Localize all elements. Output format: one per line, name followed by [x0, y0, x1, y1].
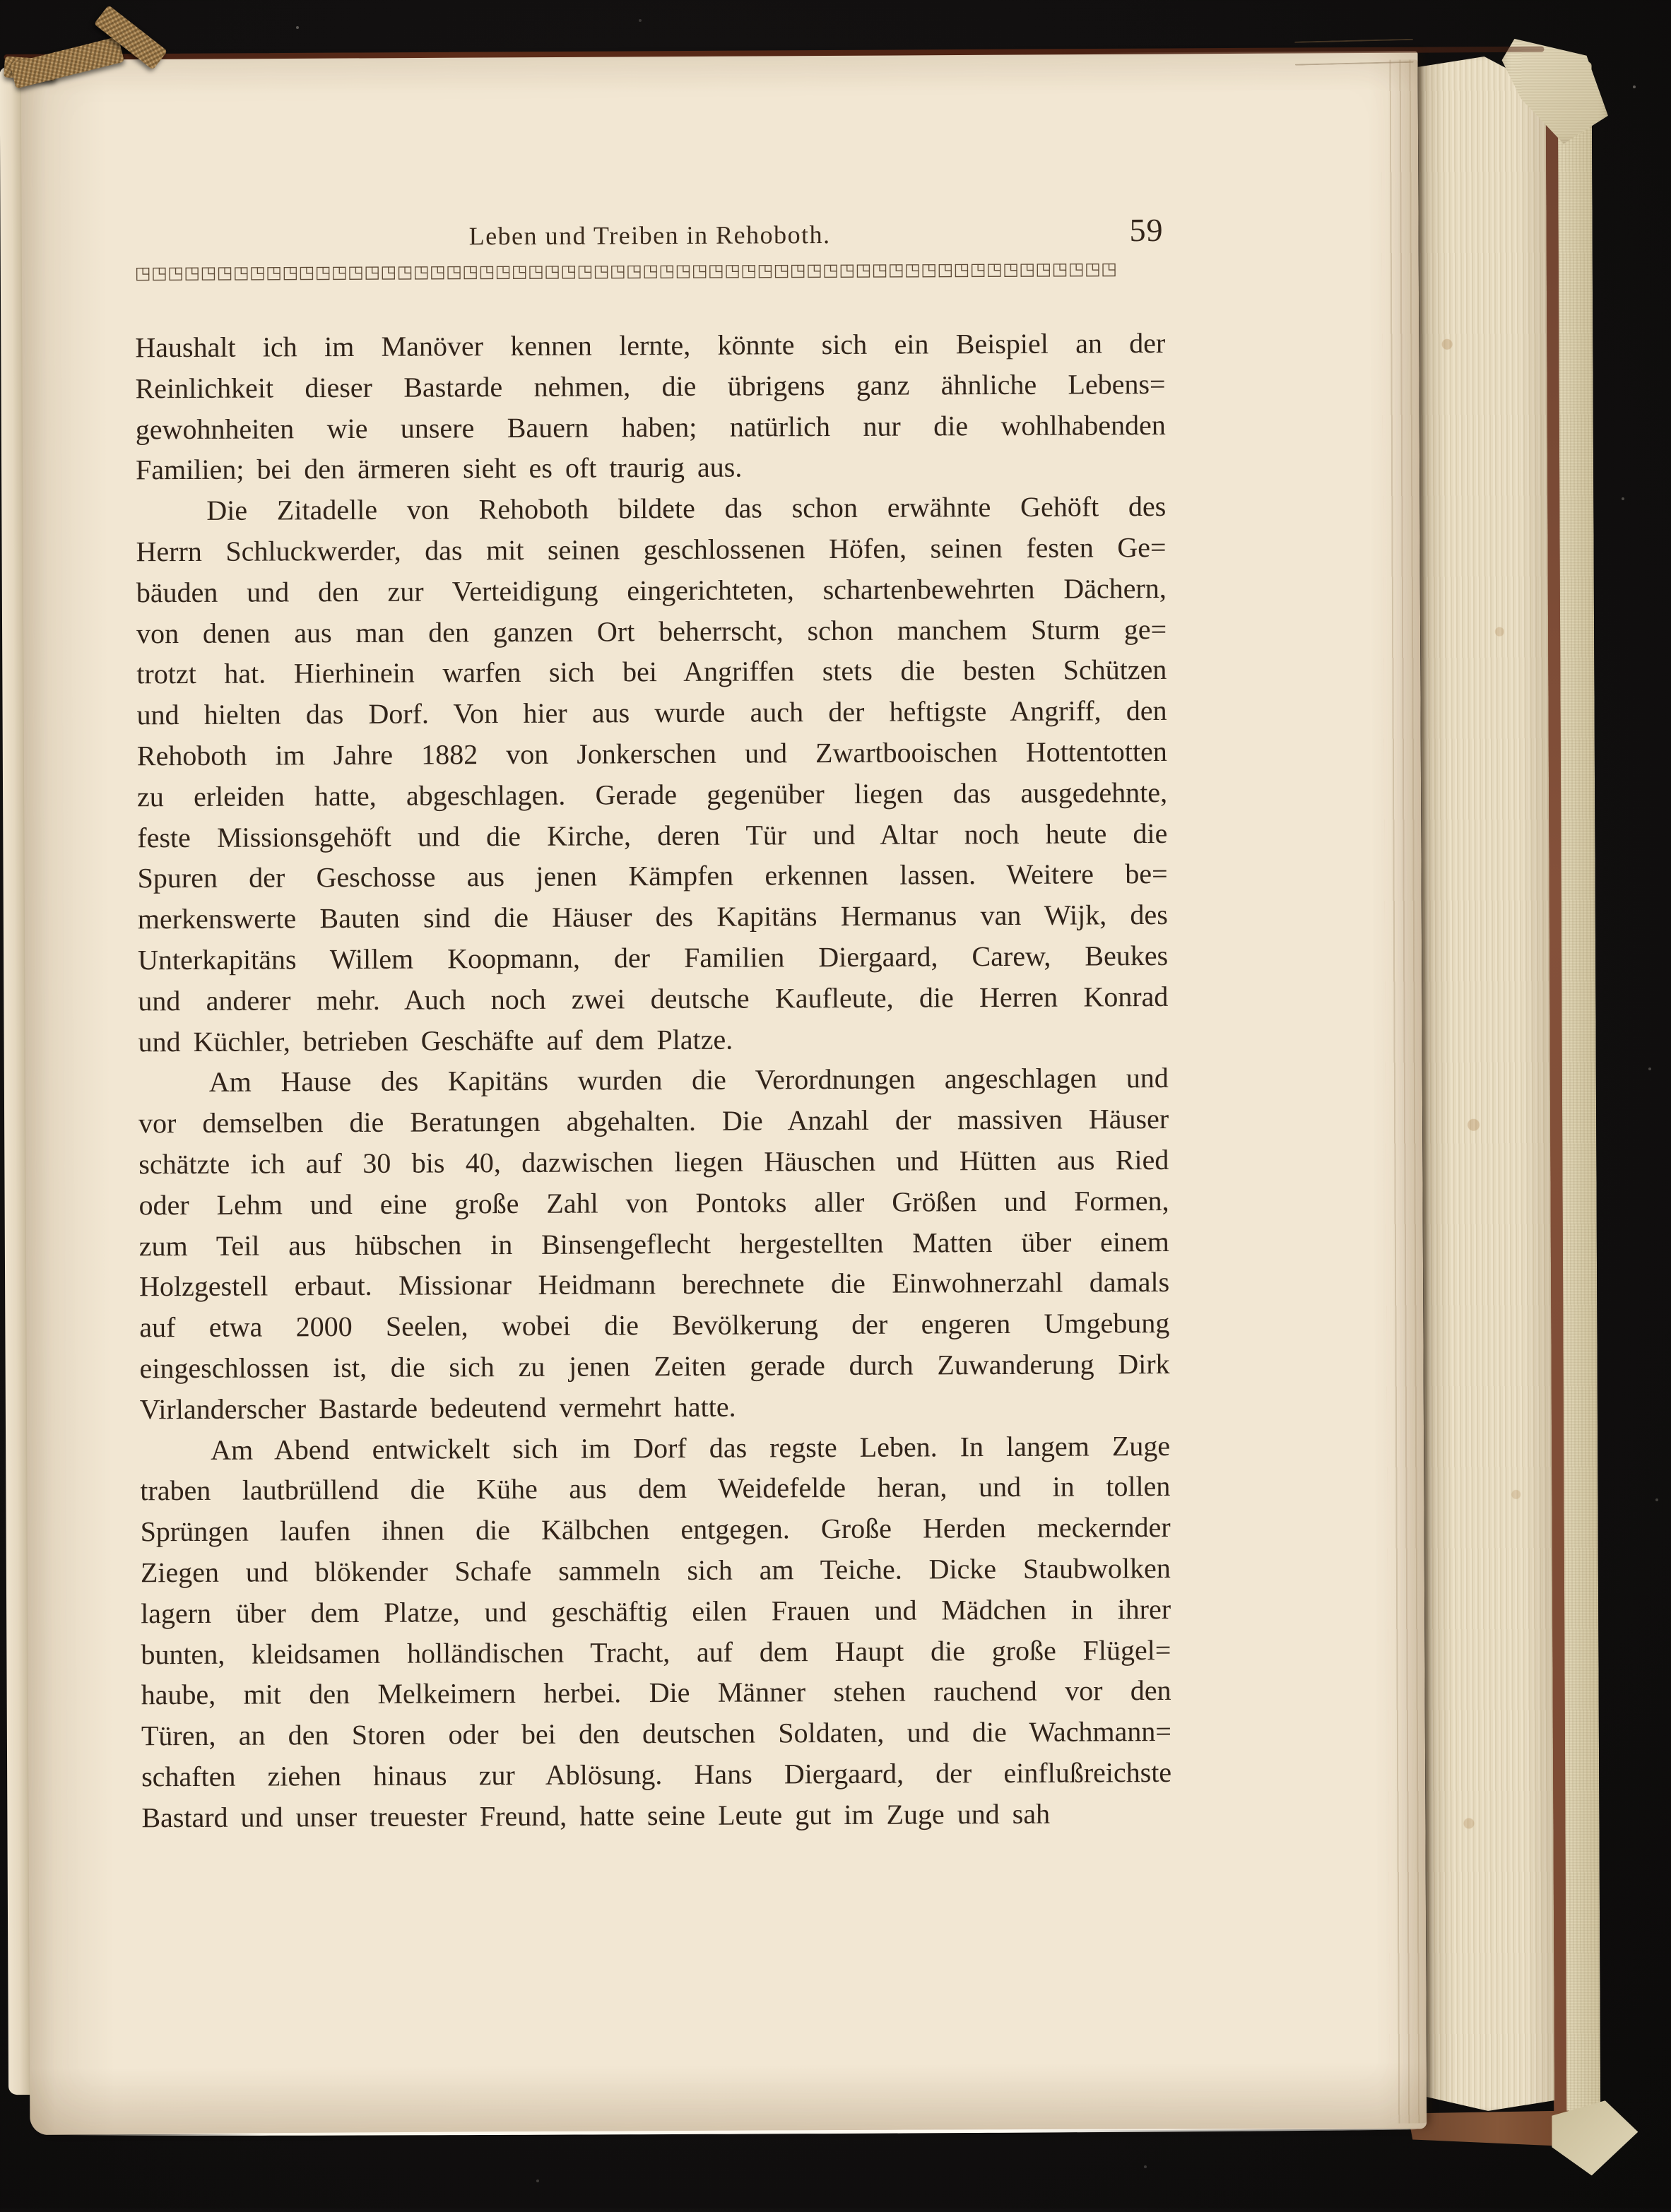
- text-line: haube, mit den Melkeimern herbei. Die Männer stehen rauchend vor den: [141, 1674, 1171, 1711]
- page-number: 59: [1129, 211, 1164, 249]
- bookmark-ribbon: [7, 16, 177, 86]
- ornament-border: ◳◳◳◳◳◳◳◳◳◳◳◳◳◳◳◳◳◳◳◳◳◳◳◳◳◳◳◳◳◳◳◳◳◳◳◳◳◳◳◳◳◳◳◳◳◳◳◳◳◳◳◳◳◳◳◳◳◳◳◳: [134, 259, 1118, 283]
- text-line: Haushalt ich im Manöver kennen lernte, könnte sich ein Beispiel an der: [135, 326, 1166, 364]
- text-line: Ziegen und blökender Schafe sammeln sich am Teiche. Dicke Staubwolken: [140, 1551, 1171, 1589]
- running-header: [135, 211, 1165, 259]
- text-line: bäuden und den zur Verteidigung eingerichteten, schartenbewehrten Dächern,: [136, 572, 1167, 609]
- fore-edge-page-stack: [1418, 57, 1555, 2112]
- text-line: Am Hause des Kapitäns wurden die Verordnungen angeschlagen und: [208, 1062, 1169, 1099]
- text-line: traben lautbrüllend die Kühe aus dem Weidefelde heran, und in tollen: [140, 1470, 1171, 1507]
- text-line: schätzte ich auf 30 bis 40, dazwischen liegen Häuschen und Hütten aus Ried: [138, 1143, 1169, 1181]
- running-header-title: Leben und Treiben in Rehoboth.: [468, 220, 831, 251]
- text-line: Bastard und unser treuester Freund, hatte seine Leute gut im Zuge und sah: [141, 1797, 1051, 1833]
- text-line: eingeschlossen ist, die sich zu jenen Zeiten gerade durch Zuwanderung Dirk: [139, 1347, 1170, 1385]
- text-line: Reinlichkeit dieser Bastarde nehmen, die übrigens ganz ähnliche Lebens=: [135, 367, 1166, 405]
- text-line: trotzt hat. Hierhinein warfen sich bei Angriffen stets die besten Schützen: [136, 653, 1167, 690]
- text-line: zum Teil aus hübschen in Binsengeflecht hergestellten Matten über einem: [138, 1225, 1169, 1262]
- page-body-text: [135, 323, 1171, 1838]
- text-line: bunten, kleidsamen holländischen Tracht, auf dem Haupt die große Flügel=: [141, 1633, 1171, 1670]
- text-line: vor demselben die Beratungen abgehalten. Die Anzahl der massiven Häuser: [138, 1103, 1169, 1140]
- text-line: Familien; bei den ärmeren sieht es oft traurig aus.: [135, 451, 743, 486]
- text-line: feste Missionsgehöft und die Kirche, deren Tür und Altar noch heute die: [137, 817, 1168, 853]
- text-line: Spuren der Geschosse aus jenen Kämpfen erkennen lassen. Weitere be=: [137, 858, 1168, 894]
- text-line: und Küchler, betrieben Geschäfte auf dem Platze.: [138, 1023, 733, 1058]
- text-line: oder Lehm und eine große Zahl von Pontoks aller Größen und Formen,: [138, 1184, 1169, 1222]
- text-line: gewohnheiten wie unsere Bauern haben; natürlich nur die wohlhabenden: [135, 408, 1166, 445]
- text-line: von denen aus man den ganzen Ort beherrscht, schon manchem Sturm ge=: [136, 613, 1167, 649]
- text-line: merkenswerte Bauten sind die Häuser des Kapitäns Hermanus van Wijk, des: [137, 899, 1168, 935]
- text-line: und anderer mehr. Auch noch zwei deutsche Kaufleute, die Herren Konrad: [138, 980, 1169, 1017]
- bookmark-ribbon-segment: [10, 36, 124, 88]
- text-line: Virlanderscher Bastarde bedeutend vermehrt hatte.: [139, 1390, 736, 1426]
- text-line: auf etwa 2000 Seelen, wobei die Bevölkerung der engeren Umgebung: [139, 1307, 1170, 1344]
- text-line: schaften ziehen hinaus zur Ablösung. Hans Diergaard, der einflußreichste: [141, 1756, 1172, 1793]
- text-line: Herrn Schluckwerder, das mit seinen geschlossenen Höfen, seinen festen Ge=: [136, 531, 1167, 568]
- text-line: Unterkapitäns Willem Koopmann, der Familien Diergaard, Carew, Beukes: [138, 939, 1169, 976]
- text-line: und hielten das Dorf. Von hier aus wurde auch der heftigste Angriff, den: [136, 694, 1167, 731]
- text-line: zu erleiden hatte, abgeschlagen. Gerade gegenüber liegen das ausgedehnte,: [136, 776, 1168, 813]
- text-line: Rehoboth im Jahre 1882 von Jonkerschen und Zwartbooischen Hottentotten: [136, 735, 1167, 772]
- book-page: [21, 51, 1427, 2135]
- text-line: Am Abend entwickelt sich im Dorf das regste Leben. In langem Zuge: [211, 1429, 1171, 1466]
- text-line: Holzgestell erbaut. Missionar Heidmann berechnete die Einwohnerzahl damals: [139, 1266, 1170, 1303]
- text-line: Sprüngen laufen ihnen die Kälbchen entgegen. Große Herden meckernder: [140, 1511, 1171, 1548]
- text-line: Die Zitadelle von Rehoboth bildete das schon erwähnte Gehöft des: [206, 490, 1167, 527]
- text-line: Türen, an den Storen oder bei den deutschen Soldaten, und die Wachmann=: [141, 1715, 1171, 1752]
- cover-board-bottom: [1407, 2110, 1571, 2146]
- text-line: lagern über dem Platze, und geschäftig eilen Frauen und Mädchen in ihrer: [141, 1592, 1171, 1630]
